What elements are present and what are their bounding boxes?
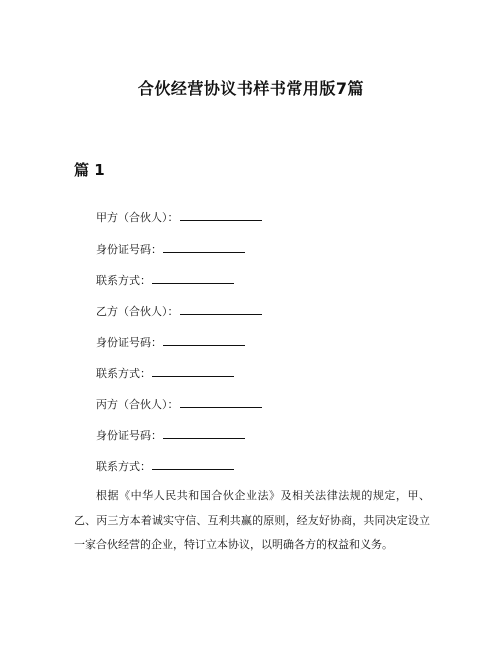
field-label: 联系方式： — [96, 460, 151, 473]
document-title: 合伙经营协议书样书常用版7篇 — [137, 79, 365, 98]
party-b-contact-field — [96, 365, 234, 382]
fill-in-blank — [180, 209, 262, 221]
fill-in-blank — [163, 334, 245, 346]
party-a-contact-field — [96, 272, 234, 289]
party-a-id-field — [96, 241, 245, 258]
section-heading: 篇 1 — [74, 161, 105, 179]
field-label: 身份证号码： — [96, 243, 162, 256]
party-a-name-field — [96, 209, 262, 226]
party-c-contact-field — [96, 458, 234, 475]
fill-in-blank — [152, 365, 234, 377]
fill-in-blank — [163, 427, 245, 439]
field-label: 乙方（合伙人）： — [96, 305, 179, 318]
party-c-name-field — [96, 396, 262, 413]
party-c-id-field — [96, 427, 245, 444]
fill-in-blank — [180, 396, 262, 408]
fill-in-blank — [152, 272, 234, 284]
party-b-name-field — [96, 303, 262, 320]
intro-paragraph: 根据《中华人民共和国合伙企业法》及相关法律法规的规定，甲、乙、丙三方本着诚实守信、互利共赢的原则，经友好协商，共同决定设立一家合伙经营的企业，特订立本协议，以明确各方的权益和义务。 — [74, 489, 430, 551]
field-label: 甲方（合伙人）： — [96, 211, 179, 224]
fill-in-blank — [180, 303, 262, 315]
field-label: 身份证号码： — [96, 429, 162, 442]
field-label: 身份证号码： — [96, 336, 162, 349]
party-b-id-field — [96, 334, 245, 351]
fill-in-blank — [163, 241, 245, 253]
field-label: 联系方式： — [96, 367, 151, 380]
field-label: 联系方式： — [96, 274, 151, 287]
field-label: 丙方（合伙人）： — [96, 398, 179, 411]
fill-in-blank — [152, 458, 234, 470]
